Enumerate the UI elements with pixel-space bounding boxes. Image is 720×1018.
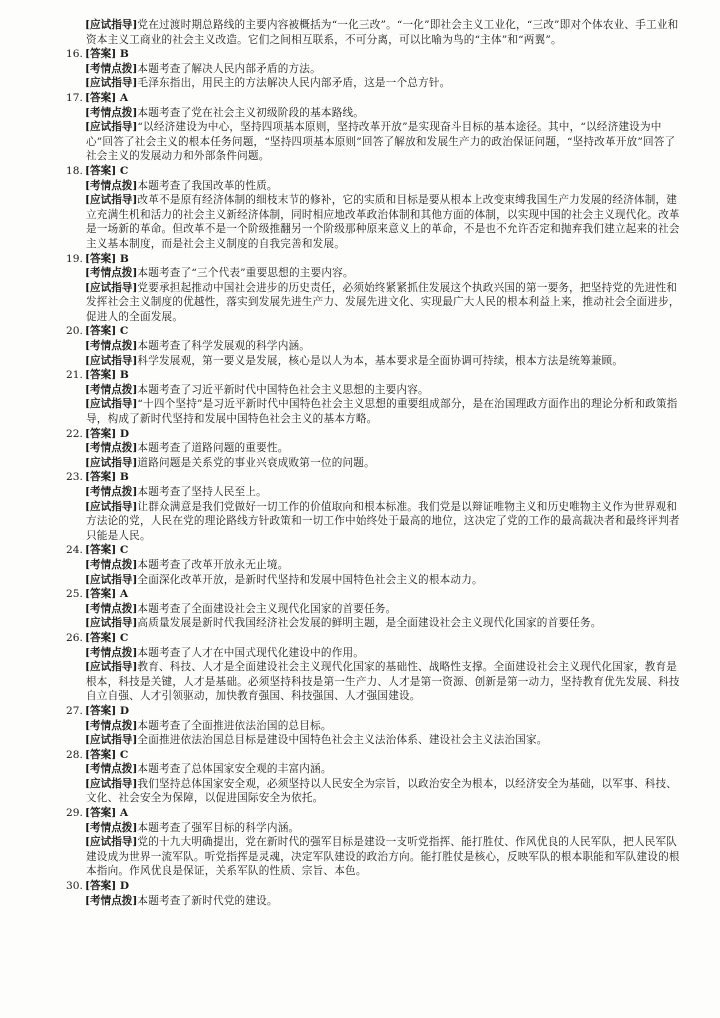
guidance-text: 党的十九大明确提出，党在新时代的强军目标是建设一支听党指挥、能打胜仗、作风优良的人民军队，把人民军队建设成为世界一流军队。听党指挥是灵魂，决定军队建设的政治方向。能打胜仗是核心，反映军队的根本职能和军队建设的根本指向。作风优良是保证，关系军队的性质、宗旨、本色。 (86, 836, 680, 878)
answer-label: [答案] A (85, 91, 129, 104)
analysis-tag: [考情点拨] (85, 179, 138, 192)
question-number: 20. (66, 325, 83, 338)
analysis-text: 本题考查了解决人民内部矛盾的方法。 (137, 62, 321, 75)
analysis-tag: [考情点拨] (85, 821, 138, 834)
guidance-tag: [应试指导] (85, 194, 138, 207)
question-number: 22. (66, 427, 83, 440)
analysis-tag: [考情点拨] (85, 62, 138, 75)
answer-label: [答案] D (85, 704, 130, 717)
guidance-tag: [应试指导] (85, 500, 138, 513)
analysis-text: 本题考查了全面推进依法治国的总目标。 (137, 719, 332, 732)
guidance-text: 科学发展观，第一要义是发展，核心是以人为本，基本要求是全面协调可持续，根本方法是统筹兼顾。 (137, 354, 624, 367)
analysis-text: 本题考查了我国改革的性质。 (137, 179, 278, 192)
guidance-tag: [应试指导] (85, 777, 138, 790)
answer-entry (66, 587, 680, 631)
analysis-tag: [考情点拨] (85, 383, 138, 396)
intro-guidance (86, 18, 680, 47)
question-number: 23. (66, 471, 83, 484)
analysis-tag: [考情点拨] (85, 442, 138, 455)
answer-entry (66, 47, 680, 91)
guidance-text: 党要承担起推动中国社会进步的历史责任，必须始终紧紧抓住发展这个执政兴国的第一要务，把坚持党的先进性和发挥社会主义制度的优越性，落实到发展先进生产力、发展先进文化、实现最广大人民的根本利益上来，推动社会全面进步，促进人的全面发展。 (86, 281, 680, 323)
guidance-tag: [应试指导] (85, 354, 138, 367)
guidance-tag: [应试指导] (85, 617, 138, 630)
question-number: 21. (66, 369, 83, 382)
analysis-text: 本题考查了强军目标的科学内涵。 (137, 821, 300, 834)
analysis-tag: [考情点拨] (85, 894, 138, 907)
answer-entry (66, 427, 680, 471)
answer-entry (66, 164, 680, 252)
analysis-tag: [考情点拨] (85, 646, 138, 659)
guidance-text: 教育、科技、人才是全面建设社会主义现代化国家的基础性、战略性支撑。全面建设社会主义现代化国家，教育是根本，科技是关键，人才是基础。必须坚持科技是第一生产力、人才是第一资源、创新是第一动力，坚持教育优先发展、科技自立自强、人才引领驱动，加快教育强国、科技强国、人才强国建设。 (86, 661, 680, 703)
guidance-text: 让群众满意是我们党做好一切工作的价值取向和根本标准。我们党是以辩证唯物主义和历史唯物主义作为世界观和方法论的党，人民在党的理论路线方针政策和一切工作中始终处于最高的地位，这决定了党的工作的最高裁决者和最终评判者只能是人民。 (86, 500, 680, 542)
analysis-tag: [考情点拨] (85, 719, 138, 732)
question-number: 24. (66, 544, 83, 557)
answer-label: [答案] C (85, 631, 129, 644)
analysis-text: 本题考查了坚持人民至上。 (137, 486, 267, 498)
answer-label: [答案] B (85, 369, 129, 382)
question-number: 17. (66, 91, 83, 104)
answer-label: [答案] B (85, 471, 129, 484)
question-number: 16. (66, 48, 83, 61)
analysis-tag: [考情点拨] (85, 602, 138, 615)
answer-entry (66, 704, 680, 748)
answer-entry (66, 879, 680, 908)
analysis-tag: [考情点拨] (85, 106, 138, 119)
analysis-text: 本题考查了改革开放永无止境。 (137, 558, 289, 571)
question-number: 26. (66, 631, 83, 644)
answer-entry (66, 543, 680, 587)
answer-label: [答案] D (85, 427, 130, 440)
answer-label: [答案] C (85, 325, 129, 338)
question-number: 25. (66, 588, 83, 601)
answer-label: [答案] D (85, 880, 130, 893)
analysis-tag: [考情点拨] (85, 340, 138, 353)
analysis-text: 本题考查了总体国家安全观的丰富内涵。 (137, 763, 332, 776)
guidance-text: 全面深化改革开放，是新时代坚持和发展中国特色社会主义的根本动力。 (137, 573, 483, 586)
guidance-tag: [应试指导] (85, 398, 138, 411)
question-number: 30. (66, 880, 83, 893)
analysis-text: 本题考查了道路问题的重要性。 (137, 442, 289, 455)
analysis-text: 本题考查了全面建设社会主义现代化国家的首要任务。 (137, 602, 397, 615)
guidance-text: 高质量发展是新时代我国经济社会发展的鲜明主题，是全面建设社会主义现代化国家的首要任务。 (137, 617, 602, 630)
guidance-text: “十四个坚持”是习近平新时代中国特色社会主义思想的重要组成部分，是在治国理政方面作出的理论分析和政策指导，构成了新时代坚持和发展中国特色社会主义的基本方略。 (86, 398, 678, 426)
answer-entry (66, 806, 680, 879)
guidance-text: 我们坚持总体国家安全观，必须坚持以人民安全为宗旨，以政治安全为根本，以经济安全为基础，以军事、科技、文化、社会安全为保障，以促进国际安全为依托。 (86, 777, 678, 805)
answer-label: [答案] A (85, 807, 129, 820)
guidance-tag: [应试指导] (85, 456, 138, 469)
guidance-tag: [应试指导] (85, 281, 138, 294)
answer-list (66, 47, 680, 908)
guidance-tag: [应试指导] (85, 77, 138, 90)
guidance-text: “以经济建设为中心，坚持四项基本原则，坚持改革开放”是实现奋斗目标的基本途径。其中，“以经济建设为中心”回答了社会主义的根本任务问题，“坚持四项基本原则”回答了解放和发展生产力的政治保证问题，“坚持改革开放”回答了社会主义的发展动力和外部条件问题。 (86, 121, 676, 163)
guidance-text: 全面推进依法治国总目标是建设中国特色社会主义法治体系、建设社会主义法治国家。 (137, 734, 548, 747)
guidance-tag: [应试指导] (85, 19, 138, 31)
guidance-tag: [应试指导] (85, 836, 138, 849)
question-number: 28. (66, 748, 83, 761)
analysis-tag: [考情点拨] (85, 763, 138, 776)
answer-entry (66, 748, 680, 806)
answer-label: [答案] B (85, 48, 129, 61)
question-number: 18. (66, 164, 83, 177)
answer-entry (66, 368, 680, 426)
answer-label: [答案] C (85, 544, 129, 557)
answer-entry (66, 324, 680, 368)
analysis-tag: [考情点拨] (85, 558, 138, 571)
answer-label: [答案] C (85, 748, 129, 761)
analysis-text: 本题考查了新时代党的建设。 (137, 894, 278, 907)
guidance-tag: [应试指导] (85, 661, 138, 674)
analysis-text: 本题考查了“三个代表”重要思想的主要内容。 (137, 267, 354, 280)
analysis-tag: [考情点拨] (85, 267, 138, 280)
answer-entry (66, 631, 680, 704)
answer-label: [答案] A (85, 588, 129, 601)
answer-entry (66, 252, 680, 325)
answer-label: [答案] B (85, 252, 129, 265)
guidance-text: 改革不是原有经济体制的细枝末节的修补，它的实质和目标是要从根本上改变束缚我国生产力发展的经济体制，建立充满生机和活力的社会主义新经济体制，同时相应地改革政治体制和其他方面的体制，以实现中国的社会主义现代化。改革是一场新的革命。但改革不是一个阶级推翻另一个阶级那种原来意义上的革命，不是也不允许否定和抛弃我们建立起来的社会主义基本制度，而是社会主义制度的自我完善和发展。 (86, 194, 680, 250)
question-number: 19. (66, 252, 83, 265)
guidance-text: 党在过渡时期总路线的主要内容被概括为“一化三改”。“一化”即社会主义工业化，“三改”即对个体农业、手工业和资本主义工商业的社会主义改造。它们之间相互联系，不可分离，可以比喻为鸟的“主体”和“两翼”。 (86, 19, 679, 46)
guidance-text: 毛泽东指出，用民主的方法解决人民内部矛盾，这是一个总方针。 (137, 77, 451, 90)
question-number: 29. (66, 807, 83, 820)
analysis-text: 本题考查了党在社会主义初级阶段的基本路线。 (137, 106, 365, 119)
answer-entry (66, 470, 680, 543)
answer-label: [答案] C (85, 164, 129, 177)
analysis-text: 本题考查了科学发展观的科学内涵。 (137, 340, 311, 353)
guidance-tag: [应试指导] (85, 121, 138, 134)
analysis-tag: [考情点拨] (85, 486, 138, 498)
analysis-text: 本题考查了人才在中国式现代化建设中的作用。 (137, 646, 365, 659)
question-number: 27. (66, 704, 83, 717)
analysis-text: 本题考查了习近平新时代中国特色社会主义思想的主要内容。 (137, 383, 429, 396)
guidance-tag: [应试指导] (85, 573, 138, 586)
guidance-tag: [应试指导] (85, 734, 138, 747)
answer-entry (66, 91, 680, 164)
guidance-text: 道路问题是关系党的事业兴衰成败第一位的问题。 (137, 456, 375, 469)
